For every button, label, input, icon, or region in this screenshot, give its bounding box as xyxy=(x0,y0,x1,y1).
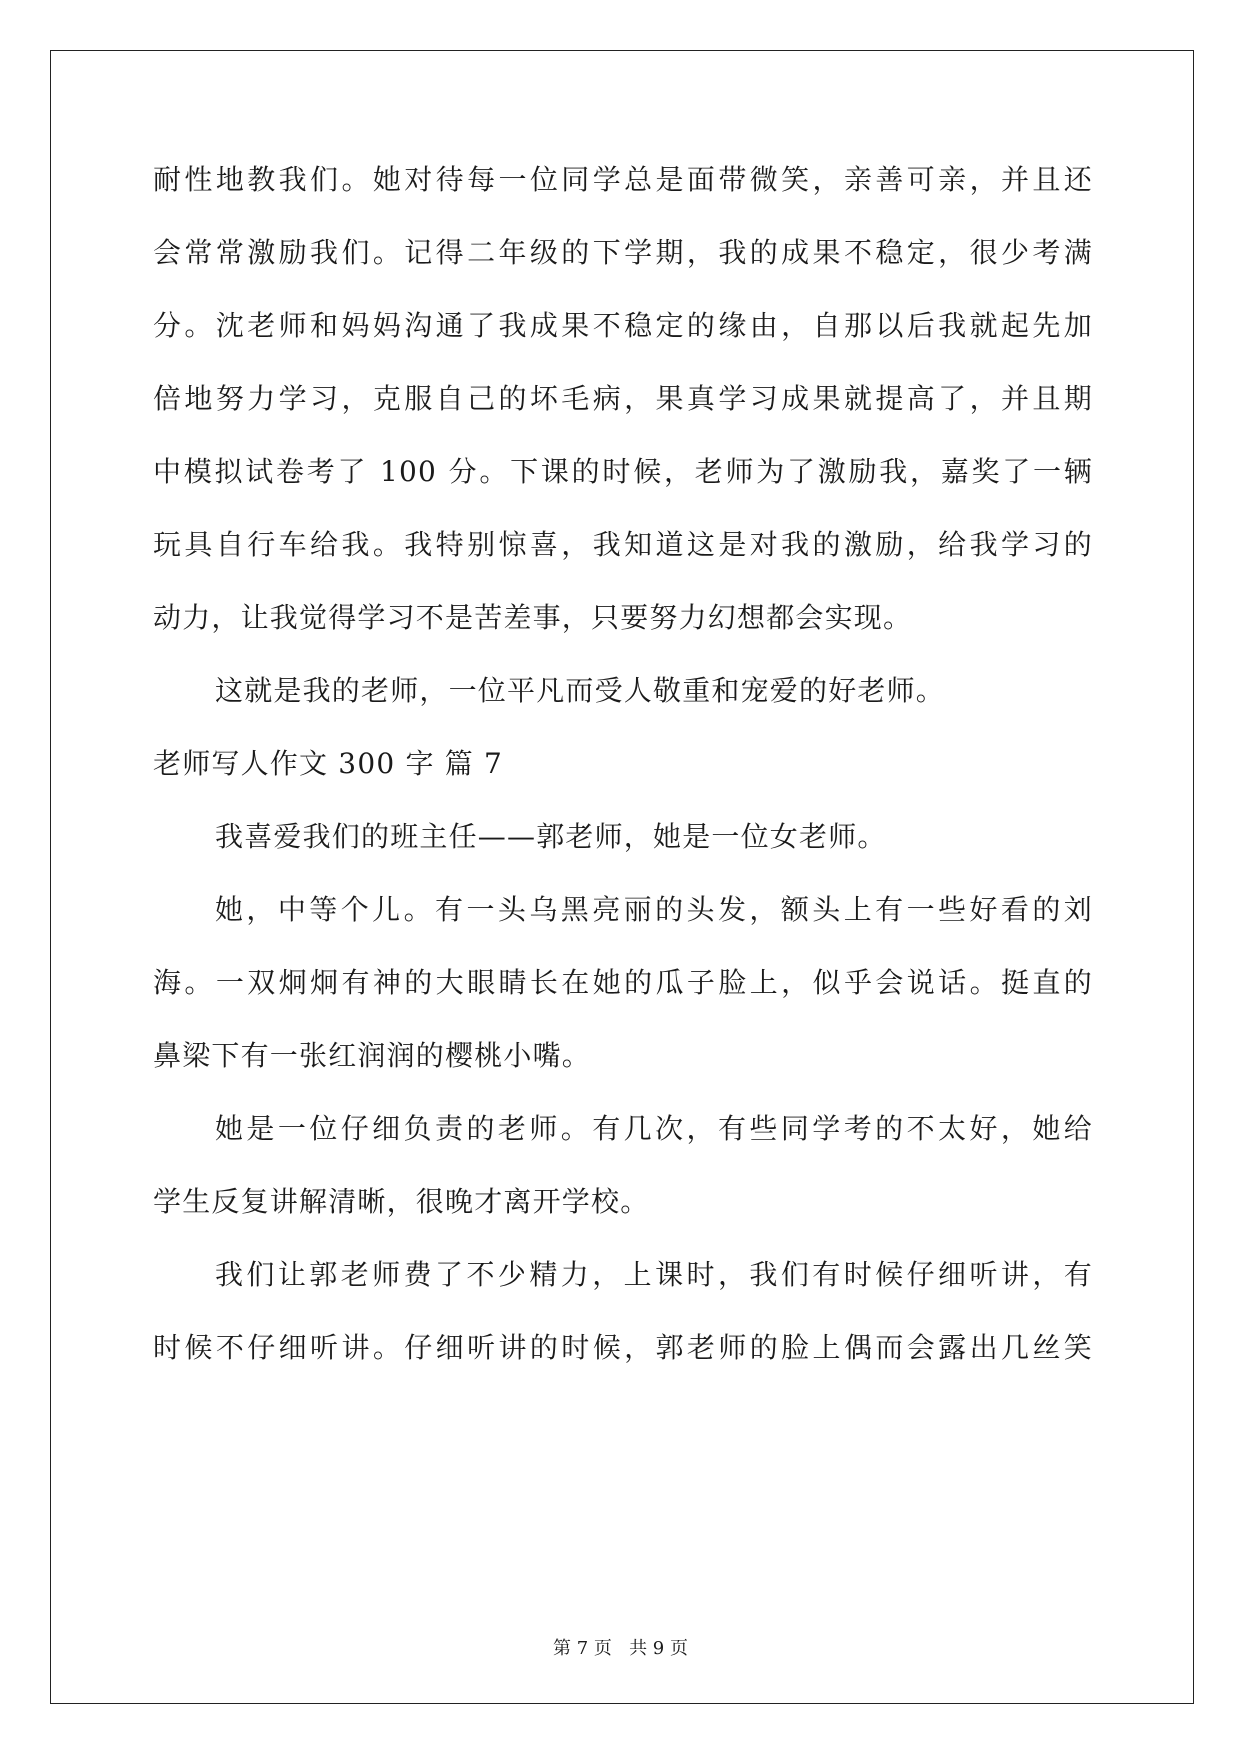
text-line: 玩具自行车给我。我特别惊喜，我知道这是对我的激励，给我学习的 xyxy=(153,528,1093,561)
text-line: 时候不仔细听讲。仔细听讲的时候，郭老师的脸上偶而会露出几丝笑 xyxy=(153,1331,1093,1364)
text-line: 倍地努力学习，克服自己的坏毛病，果真学习成果就提高了，并且期 xyxy=(153,382,1093,415)
paragraph-start: 她，中等个儿。有一头乌黑亮丽的头发，额头上有一些好看的刘 xyxy=(215,893,1093,926)
page-number-footer: 第 7 页 共 9 页 xyxy=(553,1638,688,1659)
page-border xyxy=(50,50,1194,1704)
text-line: 动力，让我觉得学习不是苦差事，只要努力幻想都会实现。 xyxy=(153,601,913,634)
text-line: 学生反复讲解清晰，很晚才离开学校。 xyxy=(153,1185,650,1218)
section-heading: 老师写人作文 300 字 篇 7 xyxy=(153,747,504,780)
text-line: 鼻梁下有一张红润润的樱桃小嘴。 xyxy=(153,1039,592,1072)
text-line: 分。沈老师和妈妈沟通了我成果不稳定的缘由，自那以后我就起先加 xyxy=(153,309,1093,342)
paragraph-start: 我喜爱我们的班主任——郭老师，她是一位女老师。 xyxy=(215,820,887,853)
text-line: 会常常激励我们。记得二年级的下学期，我的成果不稳定，很少考满 xyxy=(153,236,1093,269)
paragraph-start: 这就是我的老师，一位平凡而受人敬重和宠爱的好老师。 xyxy=(215,674,946,707)
text-line: 耐性地教我们。她对待每一位同学总是面带微笑，亲善可亲，并且还 xyxy=(153,163,1093,196)
text-line: 中模拟试卷考了 100 分。下课的时候，老师为了激励我，嘉奖了一辆 xyxy=(153,455,1093,488)
paragraph-start: 她是一位仔细负责的老师。有几次，有些同学考的不太好，她给 xyxy=(215,1112,1093,1145)
paragraph-start: 我们让郭老师费了不少精力，上课时，我们有时候仔细听讲，有 xyxy=(215,1258,1093,1291)
text-line: 海。一双炯炯有神的大眼睛长在她的瓜子脸上，似乎会说话。挺直的 xyxy=(153,966,1093,999)
